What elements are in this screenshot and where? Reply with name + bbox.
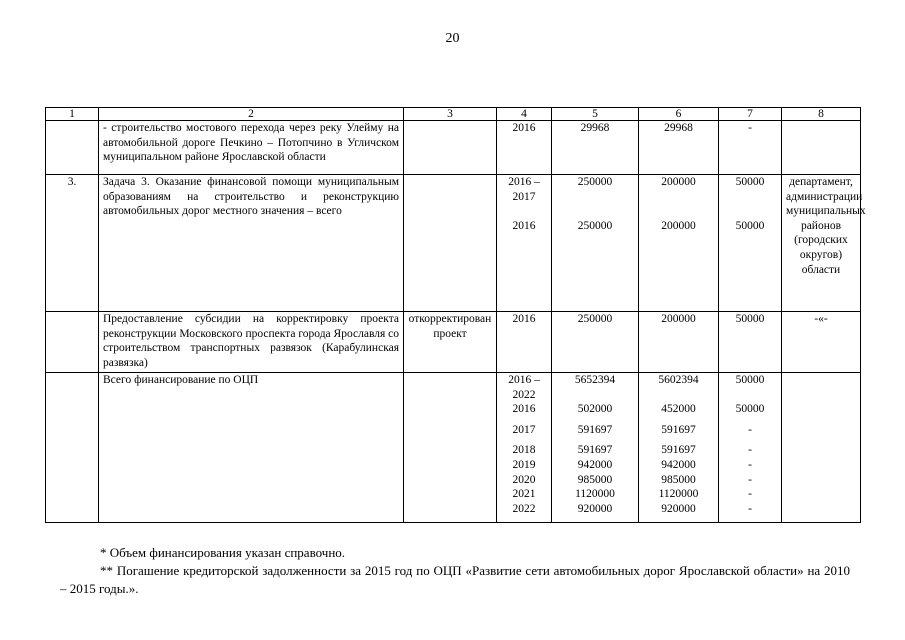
amount-value: 50000 [735, 219, 765, 232]
row-col5 [552, 121, 639, 175]
row-executor [782, 373, 861, 523]
year-value: 2019 [512, 458, 536, 471]
row-description: - строительство мостового перехода через реку Улейму на автомобильной дороге Печкино – Потопчино в Угличском муниципальном районе Ярославской области [99, 121, 404, 175]
year-value: 2018 [512, 444, 536, 457]
table-row [46, 373, 861, 523]
amount-value: 591697 [577, 444, 613, 457]
row-col7 [719, 175, 782, 312]
row-col6 [639, 121, 719, 175]
row-col7 [719, 312, 782, 373]
year-value: 2016 [512, 403, 536, 416]
row-col7 [719, 121, 782, 175]
row-description: Предоставление субсидии на корректировку проекта реконструкции Московского проспекта города Ярославля со строительством транспортных развязок (Карабулинская развязка) [99, 312, 404, 373]
year-value: 2016 [512, 122, 536, 134]
row-years [497, 373, 552, 523]
footnote-2: ** Погашение кредиторской задолженности за 2015 год по ОЦП «Развитие сети автомобильных дорог Ярославской области» на 2010 – 2015 годы.». [60, 563, 850, 596]
column-header: 2 [99, 108, 404, 121]
amount-value: 50000 [735, 176, 765, 188]
amount-value: - [748, 488, 752, 501]
footnote-1: * Объем финансирования указан справочно. [100, 545, 346, 560]
row-executor [782, 121, 861, 175]
financing-table [45, 107, 866, 523]
row-executor: департамент, администрации муниципальных районов (городских округов) области [782, 175, 861, 312]
year-value: 2016 [512, 313, 536, 325]
row-description: Всего финансирование по ОЦП [99, 373, 404, 523]
table-row [46, 312, 861, 373]
amount-value: 250000 [577, 176, 613, 188]
amount-value: 200000 [661, 176, 696, 188]
row-number: 3. [46, 175, 99, 312]
column-header: 3 [404, 108, 497, 121]
row-note: откорректирован проект [404, 312, 497, 373]
year-value: 2016 [512, 219, 536, 232]
amount-value: 452000 [661, 403, 696, 416]
amount-value: 250000 [577, 219, 613, 232]
amount-value: 502000 [577, 403, 613, 416]
row-description: Задача 3. Оказание финансовой помощи муниципальным образованиям на строительство и реконструкцию автомобильных дорог местного значения – всего [99, 175, 404, 312]
amount-value: - [748, 458, 752, 471]
amount-value: 985000 [577, 473, 613, 486]
year-value: 2020 [512, 473, 536, 486]
row-executor: -«- [782, 312, 861, 373]
amount-value: - [748, 473, 752, 486]
row-col5 [552, 373, 639, 523]
amount-value: 29968 [664, 122, 693, 134]
amount-value: 250000 [577, 313, 613, 325]
table-row [46, 175, 861, 312]
amount-value: 50000 [735, 313, 765, 325]
amount-value: 200000 [661, 219, 696, 232]
amount-value: - [748, 502, 752, 515]
row-col5 [552, 175, 639, 312]
year-value: 2016 – [508, 374, 540, 386]
amount-value: 50000 [735, 403, 765, 416]
year-value: 2022 [512, 502, 536, 515]
year-value: 2021 [512, 488, 536, 501]
amount-value: 920000 [577, 502, 613, 515]
row-years [497, 312, 552, 373]
amount-value: 591697 [577, 423, 613, 436]
amount-value: 591697 [661, 423, 696, 436]
amount-value: 50000 [735, 374, 765, 386]
year-value: 2022 [512, 388, 536, 401]
amount-value: 920000 [661, 502, 696, 515]
amount-value: 591697 [661, 444, 696, 457]
year-value: 2016 – [508, 176, 540, 188]
column-number-row [46, 108, 861, 121]
row-col5 [552, 312, 639, 373]
footnotes [60, 544, 850, 598]
column-header: 6 [639, 108, 719, 121]
row-col7 [719, 373, 782, 523]
amount-value: - [748, 444, 752, 457]
row-col6 [639, 373, 719, 523]
row-years [497, 121, 552, 175]
amount-value: 200000 [661, 313, 696, 325]
amount-value: 1120000 [575, 488, 615, 501]
table-row [46, 121, 861, 175]
year-value: 2017 [512, 423, 536, 436]
year-value: 2017 [512, 190, 536, 203]
amount-value: 942000 [577, 458, 613, 471]
row-col6 [639, 175, 719, 312]
amount-value: 985000 [661, 473, 696, 486]
row-note [404, 373, 497, 523]
column-header: 1 [46, 108, 99, 121]
column-header: 8 [782, 108, 861, 121]
row-number [46, 121, 99, 175]
column-header: 4 [497, 108, 552, 121]
page-number: 20 [445, 31, 460, 46]
amount-value: 5652394 [574, 374, 616, 386]
amount-value: 942000 [661, 458, 696, 471]
amount-value: 29968 [580, 122, 610, 134]
row-number [46, 312, 99, 373]
column-header: 5 [552, 108, 639, 121]
amount-value: - [748, 423, 752, 436]
row-note [404, 175, 497, 312]
row-years [497, 175, 552, 312]
row-note [404, 121, 497, 175]
amount-value: 1120000 [658, 488, 699, 501]
row-number [46, 373, 99, 523]
amount-value: - [748, 122, 752, 134]
amount-value: 5602394 [658, 374, 699, 386]
row-col6 [639, 312, 719, 373]
column-header: 7 [719, 108, 782, 121]
